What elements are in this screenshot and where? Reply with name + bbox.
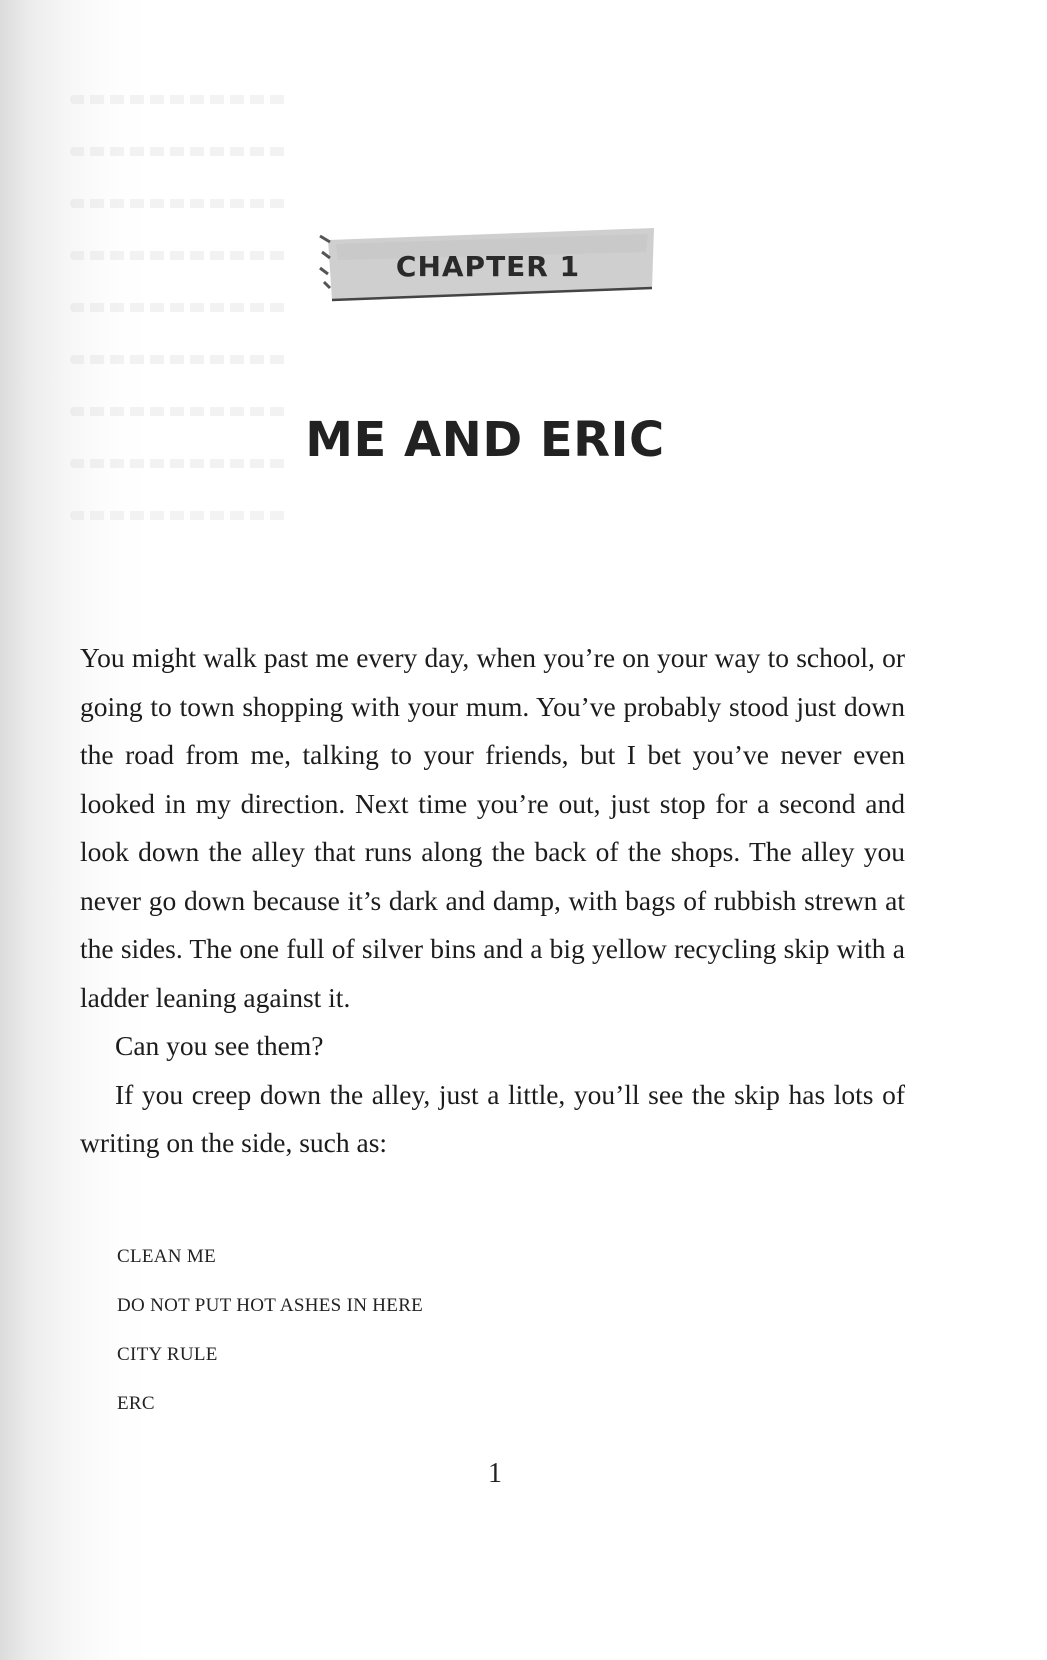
skip-writing-list <box>117 1232 423 1428</box>
chapter-label-text: CHAPTER 1 <box>395 250 581 283</box>
chapter-body <box>80 634 905 1168</box>
paragraph: You might walk past me every day, when you’re on your way to school, or going to town shopping with your mum. You’ve probably stood just down the road from me, talking to your friends, but I bet you’ve never even looked in my direction. Next time you’re out, just stop for a second and look down the alley that runs along the back of the shops. The alley you never go down because it’s dark and damp, with bags of rubbish strewn at the sides. The one full of silver bins and a big yellow recycling skip with a ladder leaning against it. <box>80 642 905 1013</box>
show-through-texture <box>70 95 290 595</box>
page-number: 1 <box>488 1458 502 1489</box>
chapter-title: ME AND ERIC <box>305 412 665 468</box>
chapter-label-tape <box>318 222 658 302</box>
skip-writing-item: DO NOT PUT HOT ASHES IN HERE <box>117 1295 424 1316</box>
skip-writing-item: CLEAN ME <box>117 1246 216 1267</box>
skip-writing-item: ERC <box>117 1393 155 1414</box>
skip-writing-item: CITY RULE <box>117 1344 218 1365</box>
paragraph: If you creep down the alley, just a little, you’ll see the skip has lots of writing on the side, such as: <box>80 1078 905 1158</box>
paragraph: Can you see them? <box>115 1030 324 1061</box>
